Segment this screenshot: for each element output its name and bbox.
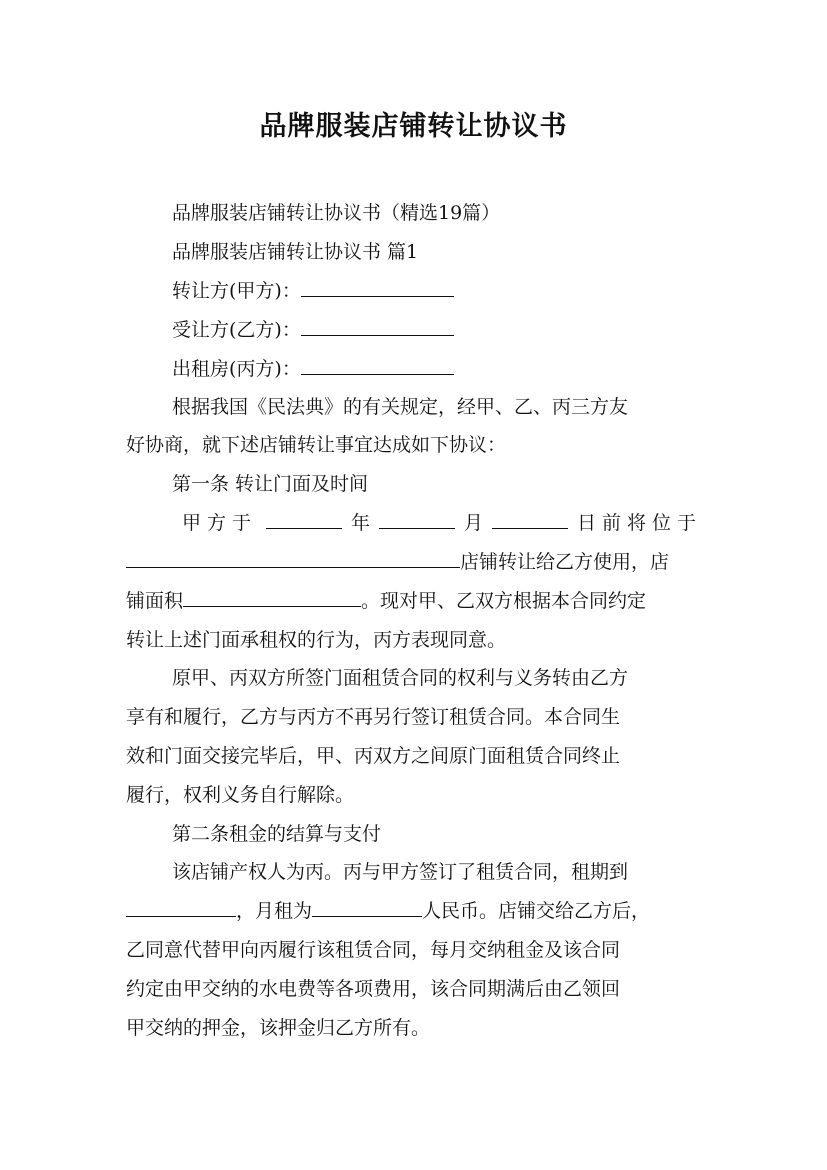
term-blank xyxy=(126,898,236,917)
a2-line2-text-b: 人民币。店铺交给乙方后， xyxy=(422,900,651,922)
year-blank xyxy=(266,510,342,529)
para2-line-3: 效和门面交接完毕后，甲、丙双方之间原门面租赁合同终止 xyxy=(126,745,621,767)
article2-line-3: 乙同意代替甲向丙履行该租赁合同，每月交纳租金及该合同 xyxy=(126,939,621,961)
month-blank xyxy=(379,510,455,529)
subtitle: 品牌服装店铺转让协议书（精选19篇） xyxy=(172,202,501,224)
article1-line-2 xyxy=(126,549,706,575)
rent-blank xyxy=(312,898,422,917)
a1-line3-text-b: 。现对甲、乙双方根据本合同约定 xyxy=(361,590,647,612)
document-title: 品牌服装店铺转让协议书 xyxy=(259,111,568,142)
party-c-row xyxy=(172,356,706,382)
party-a-label: 转让方(甲方)： xyxy=(172,280,301,302)
location-blank xyxy=(126,549,460,568)
article2-line-2 xyxy=(126,898,706,924)
article1-line-4: 转让上述门面承租权的行为，丙方表现同意。 xyxy=(126,629,507,651)
para2-line-2: 享有和履行，乙方与丙方不再另行签订租赁合同。本合同生 xyxy=(126,706,621,728)
party-b-label: 受让方(乙方)： xyxy=(172,319,301,341)
article1-heading: 第一条 转让门面及时间 xyxy=(172,473,369,495)
day-blank xyxy=(492,510,568,529)
article2-line-1: 该店铺产权人为丙。丙与甲方签订了租赁合同，租期到 xyxy=(172,861,629,883)
intro-line-1: 根据我国《民法典》的有关规定，经甲、乙、丙三方友 xyxy=(172,396,629,418)
a1-line3-text-a: 铺面积 xyxy=(126,590,184,612)
party-c-label: 出租房(丙方)： xyxy=(172,358,301,380)
a2-line2-text-a: ，月租为 xyxy=(236,900,313,922)
article1-line-1 xyxy=(182,510,702,536)
para2-line-1: 原甲、丙双方所签门面租赁合同的权利与义务转由乙方 xyxy=(172,667,629,689)
party-a-blank xyxy=(301,278,454,297)
article1-line-3 xyxy=(126,588,706,614)
article2-heading: 第二条租金的结算与支付 xyxy=(172,823,382,845)
party-a-row xyxy=(172,278,706,304)
party-c-blank xyxy=(301,356,454,375)
article2-line-5: 甲交纳的押金，该押金归乙方所有。 xyxy=(126,1017,431,1039)
a1-text-d: 日前将位于 xyxy=(576,512,702,534)
article2-line-4: 约定由甲交纳的水电费等各项费用，该合同期满后由乙领回 xyxy=(126,978,621,1000)
a1-text-a: 甲方于 xyxy=(182,512,258,534)
party-b-blank xyxy=(301,317,454,336)
a1-text-b: 年 xyxy=(350,512,370,534)
a1-text-c: 月 xyxy=(463,512,483,534)
area-blank xyxy=(183,588,361,607)
intro-line-2: 好协商，就下述店铺转让事宜达成如下协议： xyxy=(126,434,507,456)
para2-line-4: 履行，权利义务自行解除。 xyxy=(126,784,355,806)
a1-line2-text: 店铺转让给乙方使用，店 xyxy=(460,551,670,573)
party-b-row xyxy=(172,317,706,343)
section-heading: 品牌服装店铺转让协议书 篇1 xyxy=(172,241,419,263)
